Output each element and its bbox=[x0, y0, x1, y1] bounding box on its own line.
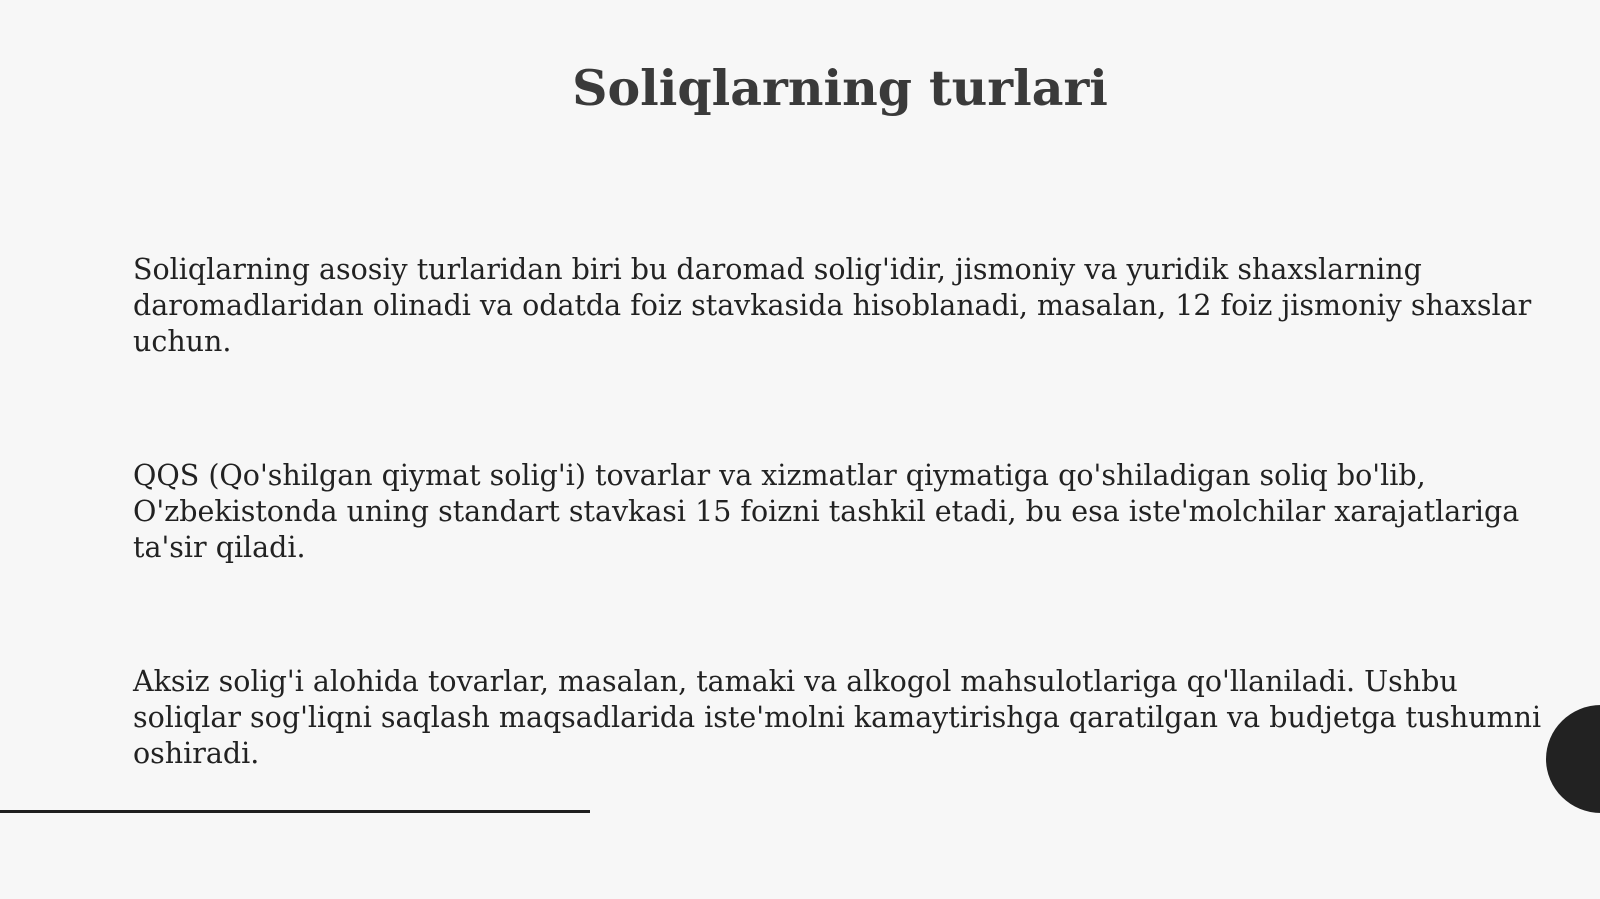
decorative-half-circle bbox=[1546, 705, 1600, 813]
slide-title: Soliqlarning turlari bbox=[572, 59, 1108, 117]
paragraph-excise-tax: Aksiz solig'i alohida tovarlar, masalan, tamaki va alkogol mahsulotlariga qo'llaniladi. Ushbu soliqlar sog'liqni saqlash maqsadlarida iste'molni kamaytirishga qaratilgan va budjetga tushumni oshiradi. bbox=[133, 665, 1542, 770]
decorative-horizontal-line bbox=[0, 810, 590, 813]
paragraph-vat: QQS (Qo'shilgan qiymat solig'i) tovarlar va xizmatlar qiymatiga qo'shiladigan soliq bo'lib, O'zbekistonda uning standart stavkasi 15 foizni tashkil etadi, bu esa iste'molchilar xarajatlariga ta'sir qiladi. bbox=[133, 459, 1520, 564]
paragraph-income-tax: Soliqlarning asosiy turlaridan biri bu daromad solig'idir, jismoniy va yuridik shaxslarning daromadlaridan olinadi va odatda foiz stavkasida hisoblanadi, masalan, 12 foiz jismoniy shaxslar uchun. bbox=[133, 253, 1532, 358]
